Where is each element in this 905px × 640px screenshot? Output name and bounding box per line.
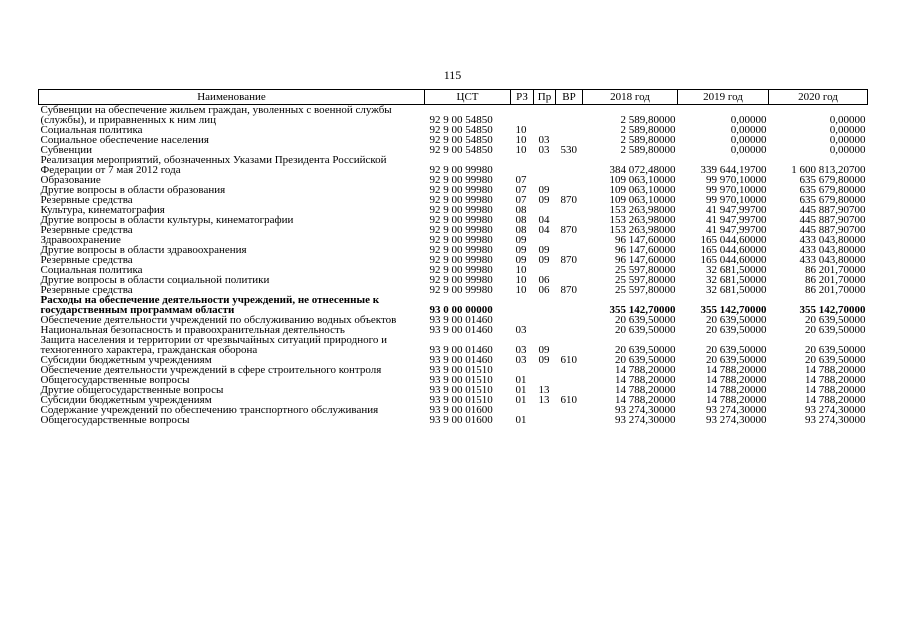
cell-vr: 530	[560, 144, 577, 156]
cell-rz: 07	[515, 194, 527, 206]
cell-2018: 355 142,70000	[609, 304, 676, 316]
cell-2020: 0,00000	[829, 114, 866, 126]
cell-vr	[556, 125, 583, 135]
cell-cst: 92 9 00 99980	[429, 194, 493, 206]
cell-vr	[556, 205, 583, 215]
cell-rz: 10	[515, 284, 527, 296]
cell-cst: 93 9 00 01460	[429, 354, 493, 366]
cell-cst: 93 9 00 01510	[429, 364, 493, 376]
cell-2018: 96 147,60000	[615, 244, 676, 256]
cell-2019: 32 681,50000	[706, 264, 767, 276]
cell-rz	[511, 155, 534, 175]
cell-cst: 93 9 00 01510	[429, 374, 493, 386]
cell-2020: 20 639,50000	[805, 314, 866, 326]
cell-rz: 03	[515, 354, 527, 366]
cell-cst: 92 9 00 54850	[429, 134, 493, 146]
cell-2018: 14 788,20000	[615, 364, 676, 376]
cell-vr	[556, 235, 583, 245]
cell-rz: 07	[515, 184, 527, 196]
cell-name: Другие общегосударственные вопросы	[40, 384, 224, 396]
cell-cst: 92 9 00 99980	[429, 204, 493, 216]
cell-pr: 03	[538, 134, 550, 146]
cell-2018: 2 589,80000	[620, 134, 676, 146]
cell-2018: 96 147,60000	[615, 254, 676, 266]
cell-cst: 92 9 00 99980	[429, 274, 493, 286]
cell-2020: 14 788,20000	[805, 394, 866, 406]
cell-2018: 96 147,60000	[615, 234, 676, 246]
cell-2019: 0,00000	[730, 134, 767, 146]
cell-name: Другие вопросы в области образования	[40, 184, 226, 196]
cell-vr	[556, 375, 583, 385]
cell-2019: 0,00000	[730, 144, 767, 156]
cell-vr	[556, 295, 583, 315]
cell-rz	[511, 295, 534, 315]
cell-pr: 09	[538, 184, 550, 196]
cell-2018: 25 597,80000	[615, 274, 676, 286]
cell-2019: 20 639,50000	[706, 324, 767, 336]
table-row	[39, 155, 868, 175]
cell-vr	[556, 315, 583, 325]
cell-2018: 93 274,30000	[615, 414, 676, 426]
cell-pr	[534, 405, 556, 415]
cell-vr	[556, 335, 583, 355]
cell-2020: 86 201,70000	[805, 284, 866, 296]
cell-name: Культура, кинематография	[40, 204, 165, 216]
cell-2018: 14 788,20000	[615, 384, 676, 396]
cell-name: Реализация мероприятий, обозначенных Указами Президента Российской Федерации от 7 мая 2012 года	[40, 154, 387, 176]
cell-2018: 2 589,80000	[620, 124, 676, 136]
cell-2018: 2 589,80000	[620, 144, 676, 156]
cell-rz: 01	[515, 374, 527, 386]
cell-cst: 92 9 00 54850	[429, 114, 493, 126]
cell-cst: 92 9 00 54850	[429, 144, 493, 156]
cell-cst: 93 9 00 01510	[429, 394, 493, 406]
cell-vr: 870	[560, 284, 577, 296]
cell-rz: 09	[515, 254, 527, 266]
cell-rz: 08	[515, 214, 527, 226]
table-row	[39, 335, 868, 355]
cell-name: Другие вопросы в области культуры, кинематографии	[40, 214, 294, 226]
cell-2018: 93 274,30000	[615, 404, 676, 416]
cell-rz: 01	[515, 414, 527, 426]
cell-pr	[534, 325, 556, 335]
header-vr: ВР	[556, 90, 583, 105]
cell-2019: 93 274,30000	[706, 414, 767, 426]
cell-vr: 610	[560, 354, 577, 366]
cell-cst: 93 9 00 01460	[429, 324, 493, 336]
cell-vr: 870	[560, 254, 577, 266]
cell-2020: 14 788,20000	[805, 384, 866, 396]
cell-2019: 32 681,50000	[706, 284, 767, 296]
cell-pr: 09	[538, 344, 550, 356]
cell-2019: 14 788,20000	[706, 394, 767, 406]
cell-cst: 92 9 00 99980	[429, 184, 493, 196]
cell-pr: 13	[538, 394, 550, 406]
cell-cst: 93 0 00 00000	[429, 304, 493, 316]
cell-2018: 14 788,20000	[615, 374, 676, 386]
cell-pr: 04	[538, 214, 550, 226]
cell-2020: 433 043,80000	[799, 244, 866, 256]
cell-cst: 92 9 00 99980	[429, 234, 493, 246]
cell-vr: 610	[560, 394, 577, 406]
cell-rz: 01	[515, 384, 527, 396]
cell-name: Обеспечение деятельности учреждений по обслуживанию водных объектов	[40, 314, 397, 326]
cell-2019: 14 788,20000	[706, 374, 767, 386]
cell-2020: 86 201,70000	[805, 274, 866, 286]
cell-cst: 92 9 00 99980	[429, 254, 493, 266]
cell-2018: 153 263,98000	[609, 224, 676, 236]
cell-vr	[556, 405, 583, 415]
cell-vr	[556, 175, 583, 185]
cell-2018: 25 597,80000	[615, 284, 676, 296]
cell-2019: 41 947,99700	[706, 204, 767, 216]
cell-2018: 384 072,48000	[609, 164, 676, 176]
cell-2019: 165 044,60000	[700, 254, 767, 266]
cell-2020: 433 043,80000	[799, 254, 866, 266]
cell-pr: 09	[538, 244, 550, 256]
cell-rz: 10	[515, 274, 527, 286]
cell-2018: 25 597,80000	[615, 264, 676, 276]
cell-rz: 10	[515, 124, 527, 136]
cell-2019: 99 970,10000	[706, 184, 767, 196]
cell-rz: 03	[515, 344, 527, 356]
cell-vr	[556, 105, 583, 126]
cell-name: Общегосударственные вопросы	[40, 374, 190, 386]
cell-2018: 20 639,50000	[615, 354, 676, 366]
cell-rz: 08	[515, 204, 527, 216]
cell-2020: 445 887,90700	[799, 224, 866, 236]
header-cst: ЦСТ	[425, 90, 511, 105]
cell-2019: 165 044,60000	[700, 234, 767, 246]
cell-2020: 20 639,50000	[805, 344, 866, 356]
cell-cst: 92 9 00 99980	[429, 244, 493, 256]
cell-2019: 355 142,70000	[700, 304, 767, 316]
cell-2020: 1 600 813,20700	[791, 164, 866, 176]
cell-vr	[556, 325, 583, 335]
cell-rz: 01	[515, 394, 527, 406]
cell-pr: 06	[538, 284, 550, 296]
cell-2018: 2 589,80000	[620, 114, 676, 126]
cell-name: Здравоохранение	[40, 234, 121, 246]
cell-vr: 870	[560, 224, 577, 236]
cell-2018: 109 063,10000	[609, 174, 676, 186]
cell-cst: 93 9 00 01600	[429, 404, 493, 416]
cell-2020: 635 679,80000	[799, 194, 866, 206]
cell-2020: 86 201,70000	[805, 264, 866, 276]
cell-name: Субсидии бюджетным учреждениям	[40, 354, 212, 366]
cell-2019: 32 681,50000	[706, 274, 767, 286]
cell-pr: 09	[538, 254, 550, 266]
cell-2019: 20 639,50000	[706, 354, 767, 366]
cell-2020: 355 142,70000	[799, 304, 866, 316]
cell-cst: 93 9 00 01460	[429, 314, 493, 326]
cell-rz: 09	[515, 234, 527, 246]
cell-name: Субсидии бюджетным учреждениям	[40, 394, 212, 406]
cell-pr	[534, 105, 556, 126]
cell-name: Другие вопросы в области здравоохранения	[40, 244, 247, 256]
cell-2019: 20 639,50000	[706, 314, 767, 326]
cell-2019: 93 274,30000	[706, 404, 767, 416]
budget-table	[38, 89, 868, 425]
cell-2020: 433 043,80000	[799, 234, 866, 246]
cell-2020: 0,00000	[829, 144, 866, 156]
cell-rz: 09	[515, 244, 527, 256]
cell-2019: 14 788,20000	[706, 384, 767, 396]
cell-pr	[534, 295, 556, 315]
cell-2019: 339 644,19700	[700, 164, 767, 176]
header-2019: 2019 год	[678, 90, 769, 105]
cell-name: Образование	[40, 174, 101, 186]
cell-cst: 93 9 00 01600	[429, 414, 493, 426]
cell-name: Социальное обеспечение населения	[40, 134, 209, 146]
cell-2020: 0,00000	[829, 134, 866, 146]
cell-2018: 20 639,50000	[615, 344, 676, 356]
cell-name: Социальная политика	[40, 264, 143, 276]
header-name: Наименование	[39, 90, 425, 105]
cell-2018: 109 063,10000	[609, 184, 676, 196]
cell-cst: 92 9 00 99980	[429, 264, 493, 276]
cell-pr	[534, 315, 556, 325]
cell-2019: 0,00000	[730, 114, 767, 126]
cell-pr: 09	[538, 194, 550, 206]
header-row	[39, 90, 868, 105]
page-number: 115	[443, 68, 462, 82]
cell-cst: 92 9 00 99980	[429, 284, 493, 296]
cell-name: Социальная политика	[40, 124, 143, 136]
header-rz: РЗ	[511, 90, 534, 105]
cell-pr: 04	[538, 224, 550, 236]
cell-vr	[556, 365, 583, 375]
cell-name: Резервные средства	[40, 254, 133, 266]
cell-name: Субвенции	[40, 144, 93, 156]
cell-name: Содержание учреждений по обеспечению транспортного обслуживания	[40, 404, 379, 416]
cell-cst: 92 9 00 99980	[429, 214, 493, 226]
cell-rz: 10	[515, 144, 527, 156]
cell-2020: 635 679,80000	[799, 184, 866, 196]
cell-name: Расходы на обеспечение деятельности учреждений, не отнесенные к государственным программам области	[40, 294, 380, 316]
cell-2018: 153 263,98000	[609, 204, 676, 216]
cell-name: Национальная безопасность и правоохранительная деятельность	[40, 324, 345, 336]
cell-2019: 20 639,50000	[706, 344, 767, 356]
cell-2018: 20 639,50000	[615, 324, 676, 336]
cell-2018: 14 788,20000	[615, 394, 676, 406]
cell-2020: 635 679,80000	[799, 174, 866, 186]
cell-2020: 20 639,50000	[805, 354, 866, 366]
cell-2019: 0,00000	[730, 124, 767, 136]
cell-2019: 41 947,99700	[706, 224, 767, 236]
cell-2020: 14 788,20000	[805, 364, 866, 376]
cell-pr	[534, 365, 556, 375]
cell-name: Общегосударственные вопросы	[40, 414, 190, 426]
cell-vr	[556, 415, 583, 425]
cell-cst: 93 9 00 01510	[429, 384, 493, 396]
cell-2020: 445 887,90700	[799, 204, 866, 216]
cell-pr: 09	[538, 354, 550, 366]
cell-pr: 03	[538, 144, 550, 156]
header-2018: 2018 год	[583, 90, 678, 105]
cell-2019: 99 970,10000	[706, 194, 767, 206]
cell-vr: 870	[560, 194, 577, 206]
cell-2018: 153 263,98000	[609, 214, 676, 226]
cell-rz: 03	[515, 324, 527, 336]
cell-cst: 92 9 00 99980	[429, 224, 493, 236]
table-body	[39, 105, 868, 426]
cell-name: Защита населения и территории от чрезвычайных ситуаций природного и техногенного характера, гражданская оборона	[40, 334, 387, 356]
cell-2020: 93 274,30000	[805, 404, 866, 416]
cell-2019: 41 947,99700	[706, 214, 767, 226]
header-2020: 2020 год	[769, 90, 868, 105]
cell-name: Субвенции на обеспечение жильем граждан, уволенных с военной службы (службы), и приравненных к ним лиц	[40, 104, 392, 126]
cell-2020: 93 274,30000	[805, 414, 866, 426]
cell-rz: 08	[515, 224, 527, 236]
table-header	[39, 90, 868, 105]
cell-pr	[534, 155, 556, 175]
cell-cst: 93 9 00 01460	[429, 344, 493, 356]
cell-pr	[534, 415, 556, 425]
cell-name: Обеспечение деятельности учреждений в сфере строительного контроля	[40, 364, 382, 376]
table-row	[39, 105, 868, 126]
cell-2020: 20 639,50000	[805, 324, 866, 336]
cell-name: Резервные средства	[40, 284, 133, 296]
cell-rz: 10	[515, 264, 527, 276]
cell-2020: 0,00000	[829, 124, 866, 136]
cell-cst: 92 9 00 54850	[429, 124, 493, 136]
cell-rz	[511, 105, 534, 126]
cell-2020: 14 788,20000	[805, 374, 866, 386]
cell-vr	[556, 265, 583, 275]
cell-2019: 165 044,60000	[700, 244, 767, 256]
cell-pr: 13	[538, 384, 550, 396]
cell-cst: 92 9 00 99980	[429, 164, 493, 176]
header-pr: Пр	[534, 90, 556, 105]
cell-2020: 445 887,90700	[799, 214, 866, 226]
cell-2018: 109 063,10000	[609, 194, 676, 206]
table-row	[39, 415, 868, 425]
table-row	[39, 295, 868, 315]
cell-vr	[556, 155, 583, 175]
cell-rz: 07	[515, 174, 527, 186]
cell-pr: 06	[538, 274, 550, 286]
cell-name: Другие вопросы в области социальной политики	[40, 274, 270, 286]
cell-name: Резервные средства	[40, 224, 133, 236]
cell-2019: 14 788,20000	[706, 364, 767, 376]
cell-2019: 99 970,10000	[706, 174, 767, 186]
cell-rz: 10	[515, 134, 527, 146]
cell-name: Резервные средства	[40, 194, 133, 206]
cell-cst: 92 9 00 99980	[429, 174, 493, 186]
cell-2018: 20 639,50000	[615, 314, 676, 326]
